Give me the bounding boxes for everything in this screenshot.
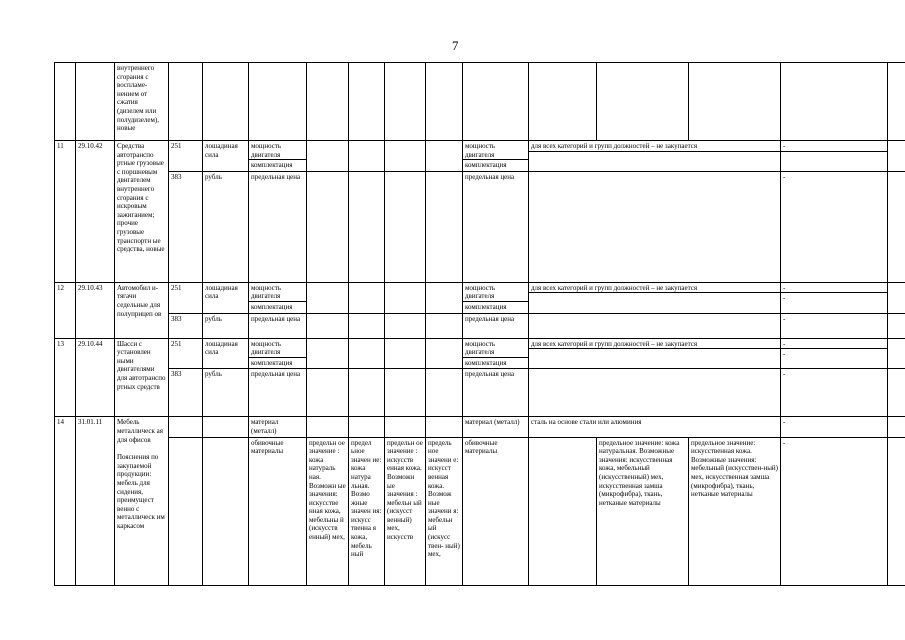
unit-code: 383	[169, 369, 203, 417]
dash-value: -	[781, 171, 888, 282]
limit-value: предельн ое значение : кожа натураль ная. Возможн ые значения: искусстве нная кожа, мебельны й (искусств енный) мех,	[307, 437, 349, 585]
dash-value: -	[781, 369, 888, 417]
unit-code: 251	[169, 141, 203, 172]
characteristic-power: мощность двигателя	[249, 340, 306, 358]
dash-value: -	[781, 437, 888, 585]
characteristic-price: предельная цена	[249, 171, 307, 282]
okpd-code: 29.10.42	[76, 141, 115, 283]
unit-code: 383	[169, 171, 203, 282]
unit-name: рубль	[203, 171, 249, 282]
characteristic-upholstery: обивочные материалы	[463, 437, 529, 585]
product-name	[115, 417, 169, 585]
characteristic-upholstery: обивочные материалы	[249, 437, 307, 585]
product-name: Средства автотранспо ртные грузовые с поршневым двигателем внутреннего сгорания с искровым зажиганием; прочие грузовые транспортн ые средства, новые	[115, 141, 169, 283]
characteristic-price: предельная цена	[249, 313, 307, 338]
unit-name: лошадиная сила	[203, 282, 249, 313]
characteristic-power: мощность двигателя	[463, 340, 528, 358]
characteristic-material: материал (металл)	[249, 417, 307, 437]
table-row	[55, 417, 905, 437]
categories-note: для всех категорий и групп должностей – не закупается	[529, 284, 780, 294]
product-name: Шасси с установлен ными двигателями для автотранспо ртных средств	[115, 338, 169, 417]
characteristic-equipment: комплектация	[465, 358, 507, 367]
characteristic-power: мощность двигателя	[249, 284, 306, 302]
limit-value: предельное значение: кожа натуральная. Возможные значения: искусственная кожа, мебельный (искусственный) мех, искусственная замша (микрофибра), ткань, нетканые материалы	[597, 437, 689, 585]
row-number: 12	[55, 282, 76, 338]
unit-name: лошадиная сила	[203, 338, 249, 369]
table-row	[55, 171, 905, 282]
table-row	[55, 63, 905, 141]
row-number: 13	[55, 338, 76, 417]
limit-value: предельное значение: искусственная кожа. Возможные значения: мебельный (искусствен-ный) мех, искусственная замша (микрофибра), ткань, нетканые материалы	[689, 437, 781, 585]
table-row	[55, 141, 905, 172]
okpd-code: 31.01.11	[76, 417, 115, 585]
row-number: 11	[55, 141, 76, 283]
characteristic-equipment: комплектация	[251, 358, 293, 367]
page-number: 7	[452, 38, 459, 53]
dash-value: -	[783, 294, 786, 303]
categories-note: для всех категорий и групп должностей – не закупается	[529, 340, 780, 350]
table-row	[55, 437, 905, 585]
table-row	[55, 282, 905, 313]
dash-value: -	[783, 350, 786, 359]
dash-value: -	[781, 340, 887, 350]
characteristic-power: мощность двигателя	[463, 142, 528, 160]
unit-code: 383	[169, 313, 203, 338]
unit-name: рубль	[203, 369, 249, 417]
product-title: Мебель металлическ ая для офисов	[117, 418, 163, 444]
okpd-code: 29.10.44	[76, 338, 115, 417]
characteristic-power: мощность двигателя	[249, 142, 306, 160]
characteristic-equipment: комплектация	[465, 302, 507, 311]
characteristic-equipment: комплектация	[465, 161, 507, 170]
dash-value: -	[781, 284, 887, 294]
characteristic-price: предельная цена	[463, 369, 529, 417]
row-number: 14	[55, 417, 76, 585]
limit-value: предельн ое значение : искусств енная кожа. Возможн ые значения : мебельн ый (искусст венный) мех, искусств	[385, 437, 426, 585]
characteristic-price: предельная цена	[249, 369, 307, 417]
table-row	[55, 313, 905, 338]
characteristic-price: предельная цена	[463, 313, 529, 338]
product-name: Автомобил и-тягачи седельные для полуприцеп ов	[115, 282, 169, 338]
unit-code: 251	[169, 338, 203, 369]
product-name: внутреннего сгорания с воспламенением от сжатия (дизелем или полудизелем), новые	[115, 63, 169, 141]
categories-note: для всех категорий и групп должностей – не закупается	[529, 142, 780, 152]
dash-value: -	[781, 142, 887, 152]
dash-value: -	[781, 313, 888, 338]
characteristic-equipment: комплектация	[251, 302, 293, 311]
dash-value: -	[781, 417, 888, 437]
unit-code: 251	[169, 282, 203, 313]
characteristic-power: мощность двигателя	[463, 284, 528, 302]
material-value: сталь на основе стали или алюминия	[529, 417, 781, 437]
table-row	[55, 369, 905, 417]
characteristic-price: предельная цена	[463, 171, 529, 282]
limit-value: предель ное значени е: искусст венная кожа. Возмож ные значени я: мебельн ый (искусс твен- ный) мех,	[426, 437, 463, 585]
limit-value: предел ьное значен ие: кожа натура льная. Возмо жные значен ия: искусс твенна я кожа, мебель ный	[349, 437, 385, 585]
unit-name: лошадиная сила	[203, 141, 249, 172]
okpd-code: 29.10.43	[76, 282, 115, 338]
unit-name: рубль	[203, 313, 249, 338]
procurement-table	[54, 62, 905, 586]
characteristic-equipment: комплектация	[251, 161, 293, 170]
characteristic-material: материал (металл)	[463, 417, 529, 437]
product-explanation: Пояснения по закупаемой продукции: мебель для сидения, преимущест венно с металлическ им каркасом	[117, 453, 165, 530]
table-row	[55, 338, 905, 369]
